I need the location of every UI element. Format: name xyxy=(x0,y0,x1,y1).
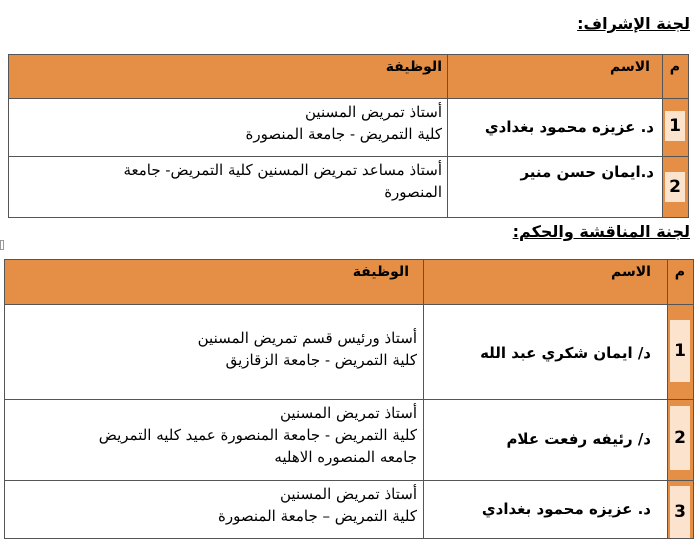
job-line: أستاذ تمريض المسنين xyxy=(305,103,442,121)
row-number: 2 xyxy=(665,172,685,202)
job-line: كلية التمريض - جامعة المنصورة عميد كليه التمريض xyxy=(98,426,417,444)
header-job: الوظيفة xyxy=(352,264,409,280)
member-name: د. عزيزه محمود بغدادي xyxy=(481,500,651,518)
examination-heading: لجنة المناقشة والحكم: xyxy=(512,222,690,241)
member-name: د.ايمان حسن منير xyxy=(520,163,654,181)
header-name: الاسم xyxy=(610,59,650,75)
job-line: أستاذ تمريض المسنين xyxy=(280,404,417,422)
job-line: أستاذ مساعد تمريض المسنين كلية التمريض- جامعة xyxy=(123,161,442,179)
member-job xyxy=(123,159,442,203)
header-name: الاسم xyxy=(611,264,651,280)
job-line: كلية التمريض - جامعة المنصورة xyxy=(245,125,442,143)
supervision-table xyxy=(8,54,689,218)
job-line: جامعه المنصوره الاهليه xyxy=(274,448,417,466)
table-header-row xyxy=(9,55,688,98)
member-name: د/ رئيفه رفعت علام xyxy=(506,430,651,448)
job-line: كلية التمريض – جامعة المنصورة xyxy=(218,507,417,525)
member-name: د/ ايمان شكري عبد الله xyxy=(480,344,651,362)
row-number: 3 xyxy=(670,486,690,538)
job-line: أستاذ تمريض المسنين xyxy=(280,485,417,503)
examination-table xyxy=(4,259,694,539)
row-number: 1 xyxy=(670,320,690,382)
job-line: أستاذ ورئيس قسم تمريض المسنين xyxy=(197,329,417,347)
member-job xyxy=(245,101,442,145)
paragraph-marker xyxy=(0,240,4,250)
header-job: الوظيفة xyxy=(385,59,442,75)
number-column xyxy=(662,55,688,217)
member-job xyxy=(198,327,417,371)
job-line: كلية التمريض - جامعة الزقازيق xyxy=(225,351,417,369)
supervision-heading: لجنة الإشراف: xyxy=(577,14,690,33)
member-job xyxy=(99,402,417,468)
row-number: 2 xyxy=(670,406,690,470)
table-header-row xyxy=(5,260,693,304)
header-num: م xyxy=(669,59,680,75)
row-number: 1 xyxy=(665,111,685,141)
member-name: د. عزيزه محمود بغدادي xyxy=(484,118,654,136)
header-num: م xyxy=(674,264,685,280)
member-job xyxy=(218,483,417,527)
job-line: المنصورة xyxy=(384,183,442,201)
